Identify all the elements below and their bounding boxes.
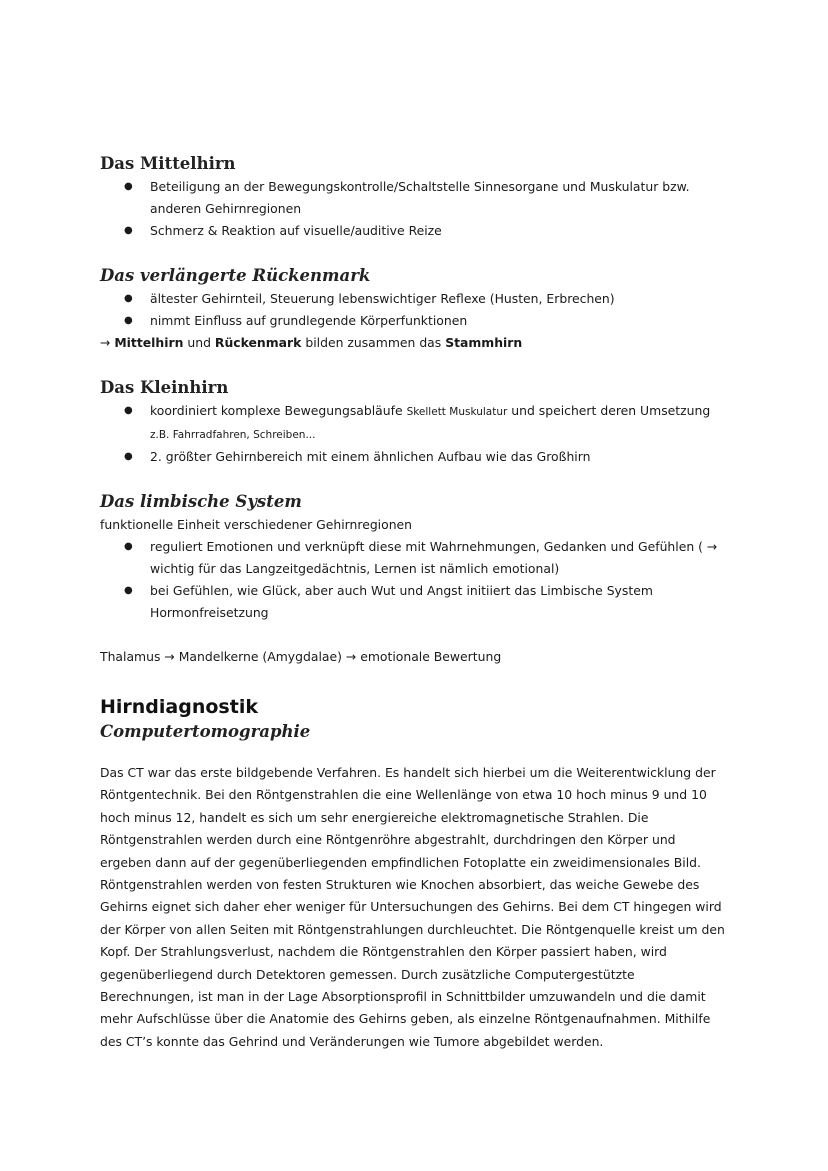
list-item: ● 2. größter Gehirnbereich mit einem ähnlichen Aufbau wie das Großhirn [100, 446, 730, 468]
list-item: ● koordiniert komplexe Bewegungsabläufe Skellett Muskulatur und speichert deren Umsetzung z.B. Fahrradfahren, Schreiben... [100, 400, 730, 446]
heading-hirndiagnostik: Hirndiagnostik [100, 696, 258, 718]
heading-computertomographie: Computertomographie [100, 722, 311, 741]
list-rueckenmark [100, 288, 730, 332]
heading-limbisch: Das limbische System [100, 492, 302, 511]
limbisch-intro: funktionelle Einheit verschiedener Gehirnregionen [100, 517, 413, 532]
list-limbisch [100, 536, 730, 624]
stammhirn-note: → Mittelhirn und Rückenmark bilden zusammen das Stammhirn [100, 335, 523, 350]
list-kleinhirn [100, 400, 730, 468]
heading-mittelhirn: Das Mittelhirn [100, 154, 236, 173]
list-mittelhirn [100, 176, 730, 242]
arrow-icon: → [100, 335, 111, 350]
heading-kleinhirn: Das Kleinhirn [100, 378, 229, 397]
list-item: ● nimmt Einfluss auf grundlegende Körperfunktionen [100, 310, 730, 332]
ct-paragraph: Das CT war das erste bildgebende Verfahren. Es handelt sich hierbei um die Weiterentwicklung der Röntgentechnik. Bei den Röntgenstrahlen die eine Wellenlänge von etwa 10 hoch minus 9 und 10 hoch minus 12, handelt es sich um sehr energiereiche elektromagnetische Strahlen. Die Röntgenstrahlen werden durch eine Röntgenröhre abgestrahlt, durchdringen den Körper und ergeben dann auf der gegenüberliegenden empfindlichen Fotoplatte ein zweidimensionales Bild. Röntgenstrahlen werden von festen Strukturen wie Knochen absorbiert, das weiche Gewebe des Gehirns eignet sich daher eher weniger für Untersuchungen des Gehirns. Bei dem CT hingegen wird der Körper von allen Seiten mit Röntgenstrahlungen durchleuchtet. Die Röntgenquelle kreist um den Kopf. Der Strahlungsverlust, nachdem die Röntgenstrahlen den Körper passiert haben, wird gegenüberliegend durch Detektoren gemessen. Durch zusätzliche Computergestützte Berechnungen, ist man in der Lage Absorptionsprofil in Schnittbilder umzuwandeln und die damit mehr Aufschlüsse über die Anatomie des Gehirns geben, als einzelne Röntgenaufnahmen. Mithilfe des CT’s konnte das Gehrind und Veränderungen wie Tumore abgebildet werden. [100, 765, 725, 1049]
list-item: ● ältester Gehirnteil, Steuerung lebenswichtiger Reflexe (Husten, Erbrechen) [100, 288, 730, 310]
list-item: ● Beteiligung an der Bewegungskontrolle/Schaltstelle Sinnesorgane und Muskulatur bzw. anderen Gehirnregionen [100, 176, 730, 220]
document-page [100, 152, 730, 1053]
list-item: ● bei Gefühlen, wie Glück, aber auch Wut und Angst initiiert das Limbische System Hormonfreisetzung [100, 580, 730, 624]
list-item: ● Schmerz & Reaktion auf visuelle/auditive Reize [100, 220, 730, 242]
thalamus-chain: Thalamus → Mandelkerne (Amygdalae) → emotionale Bewertung [100, 649, 502, 664]
heading-rueckenmark: Das verlängerte Rückenmark [100, 266, 371, 285]
list-item: ● reguliert Emotionen und verknüpft diese mit Wahrnehmungen, Gedanken und Gefühlen ( → wichtig für das Langzeitgedächtnis, Lernen ist nämlich emotional) [100, 536, 730, 580]
